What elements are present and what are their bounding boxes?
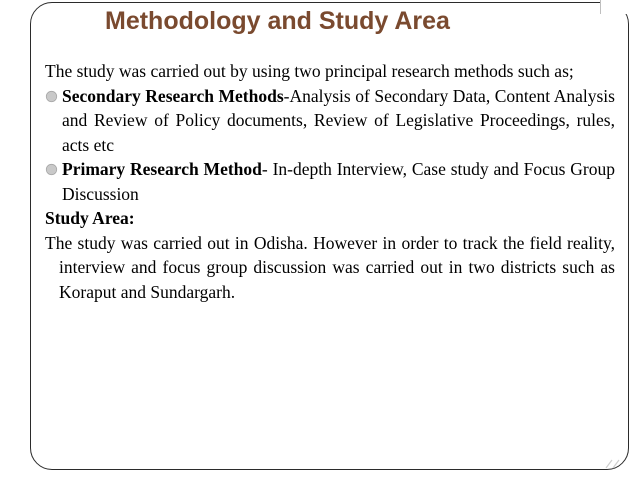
bullet-item-primary bbox=[45, 157, 615, 206]
bullet-icon bbox=[45, 90, 58, 103]
bullet-label-primary: Primary Research Method bbox=[62, 159, 262, 179]
bullet-label-secondary: Secondary Research Methods bbox=[62, 85, 284, 106]
bullet-text-secondary: -Analysis of Secondary Data, Content Analysis and Review of Policy documents, Review of Legislative Proceedings, rules, acts etc bbox=[62, 85, 615, 155]
slide-title: Methodology and Study Area bbox=[105, 7, 450, 35]
slide-corner-tab bbox=[600, 0, 638, 14]
bullet-item-secondary bbox=[45, 84, 615, 158]
study-area-paragraph: The study was carried out in Odisha. However in order to track the field reality, interview and focus group discussion was carried out in two districts such as Koraput and Sundargarh. bbox=[45, 232, 615, 302]
slide-content bbox=[45, 59, 615, 304]
bullet-icon bbox=[45, 163, 58, 176]
slide-corner-mark bbox=[604, 458, 624, 470]
study-area-heading: Study Area: bbox=[45, 208, 135, 228]
intro-paragraph: The study was carried out by using two principal research methods such as; bbox=[45, 61, 574, 81]
bullet-text-primary: - In-depth Interview, Case study and Focus Group Discussion bbox=[62, 159, 615, 204]
